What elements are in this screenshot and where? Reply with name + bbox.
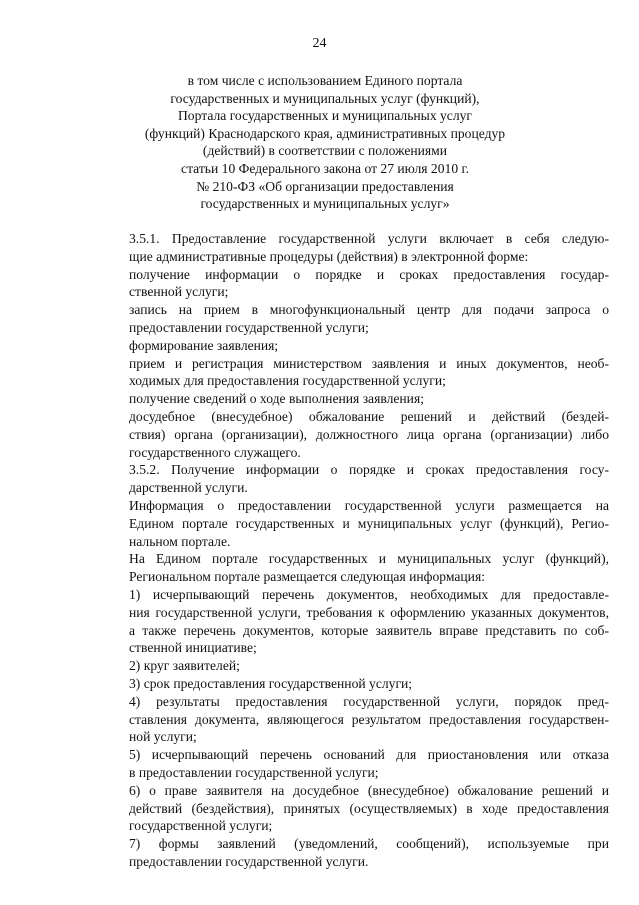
paragraph bbox=[91, 782, 609, 835]
paragraph bbox=[91, 461, 609, 497]
paragraph-line: щие административные процедуры (действия) в электронной форме: bbox=[129, 248, 529, 264]
paragraph-line: досудебное (внесудебное) обжалование решений и действий (бездей- bbox=[129, 408, 609, 424]
heading-line: государственных и муниципальных услуг» bbox=[200, 196, 450, 212]
heading-line: государственных и муниципальных услуг (функций), bbox=[170, 90, 480, 106]
heading-line: в том числе с использованием Единого портала bbox=[187, 73, 463, 88]
paragraph bbox=[91, 390, 609, 408]
paragraph bbox=[91, 408, 609, 461]
paragraph bbox=[91, 337, 609, 355]
paragraph-line: ной услуги; bbox=[129, 729, 197, 745]
paragraph bbox=[91, 230, 609, 266]
paragraph-line: ния государственной услуги, требования к оформлению указанных документов, bbox=[129, 604, 609, 620]
paragraph-line: предоставлении государственной услуги; bbox=[129, 319, 369, 335]
paragraph-line: 6) о праве заявителя на досудебное (внесудебное) обжалование решений и bbox=[129, 782, 609, 798]
paragraph bbox=[91, 693, 609, 746]
heading-line: Портала государственных и муниципальных услуг bbox=[177, 108, 473, 124]
paragraph-line: предоставлении государственной услуги. bbox=[129, 853, 369, 869]
paragraph bbox=[91, 835, 609, 871]
paragraph-line: 2) круг заявителей; bbox=[129, 658, 240, 674]
paragraph-line: запись на прием в многофункциональный центр для подачи запроса о bbox=[129, 302, 609, 318]
paragraph-line: 3) срок предоставления государственной услуги; bbox=[129, 675, 413, 691]
heading-line: № 210-ФЗ «Об организации предоставления bbox=[196, 178, 454, 194]
heading-line: статьи 10 Федерального закона от 27 июля 2010 г. bbox=[181, 160, 469, 176]
paragraph-line: формирование заявления; bbox=[129, 337, 279, 353]
paragraph-line: ставления документа, являющегося результатом предоставления государствен- bbox=[129, 711, 609, 727]
paragraph-line: Информация о предоставлении государственной услуги размещается на bbox=[129, 497, 609, 513]
paragraph bbox=[91, 355, 609, 391]
paragraph-line: На Едином портале государственных и муниципальных услуг (функций), bbox=[129, 551, 609, 567]
paragraph-line: ственной инициативе; bbox=[129, 640, 257, 656]
paragraph-line: дарственной услуги. bbox=[129, 480, 248, 496]
paragraph-line: 4) результаты предоставления государственной услуги, порядок пред- bbox=[129, 693, 609, 709]
paragraph-line: в предоставлении государственной услуги; bbox=[129, 764, 379, 780]
paragraph-line: прием и регистрация министерством заявления и иных документов, необ- bbox=[129, 355, 609, 371]
paragraph-line: действий (бездействия), принятых (осуществляемых) в ходе предоставления bbox=[129, 800, 609, 816]
paragraph bbox=[91, 550, 609, 586]
paragraph bbox=[91, 266, 609, 302]
paragraph-line: 3.5.2. Получение информации о порядке и сроках предоставления госу- bbox=[129, 462, 609, 478]
paragraph bbox=[91, 657, 609, 675]
paragraph-line: 7) формы заявлений (уведомлений, сообщений), используемые при bbox=[129, 836, 609, 852]
paragraph-line: государственной услуги; bbox=[129, 818, 273, 834]
heading-line: (действий) в соответствии с положениями bbox=[202, 143, 448, 159]
paragraph-line: 3.5.1. Предоставление государственной услуги включает в себя следую- bbox=[129, 231, 609, 246]
paragraph-line: ственной услуги; bbox=[129, 284, 229, 300]
paragraph bbox=[91, 301, 609, 337]
paragraph-line: 1) исчерпывающий перечень документов, необходимых для предоставле- bbox=[129, 586, 609, 602]
document-body bbox=[91, 230, 609, 871]
paragraph-line: Едином портале государственных и муниципальных услуг (функций), Регио- bbox=[129, 515, 609, 531]
paragraph-line: а также перечень документов, которые заявитель вправе представить по соб- bbox=[129, 622, 609, 638]
page-number: 24 bbox=[312, 36, 327, 51]
heading-line: (функций) Краснодарского края, административных процедур bbox=[144, 125, 506, 141]
paragraph-line: получение сведений о ходе выполнения заявления; bbox=[129, 391, 424, 407]
paragraph-line: государственного служащего. bbox=[129, 444, 301, 460]
paragraph bbox=[91, 675, 609, 693]
paragraph bbox=[91, 497, 609, 550]
paragraph-line: 5) исчерпывающий перечень оснований для приостановления или отказа bbox=[129, 747, 609, 763]
section-heading bbox=[90, 72, 560, 213]
paragraph bbox=[91, 586, 609, 657]
paragraph-line: нальном портале. bbox=[129, 533, 231, 549]
paragraph-line: получение информации о порядке и сроках предоставления государ- bbox=[129, 266, 609, 282]
paragraph bbox=[91, 746, 609, 782]
paragraph-line: ствия) органа (организации), должностного лица органа (организации) либо bbox=[129, 426, 609, 442]
paragraph-line: ходимых для предоставления государственной услуги; bbox=[129, 373, 446, 389]
paragraph-line: Региональном портале размещается следующая информация: bbox=[129, 569, 485, 585]
